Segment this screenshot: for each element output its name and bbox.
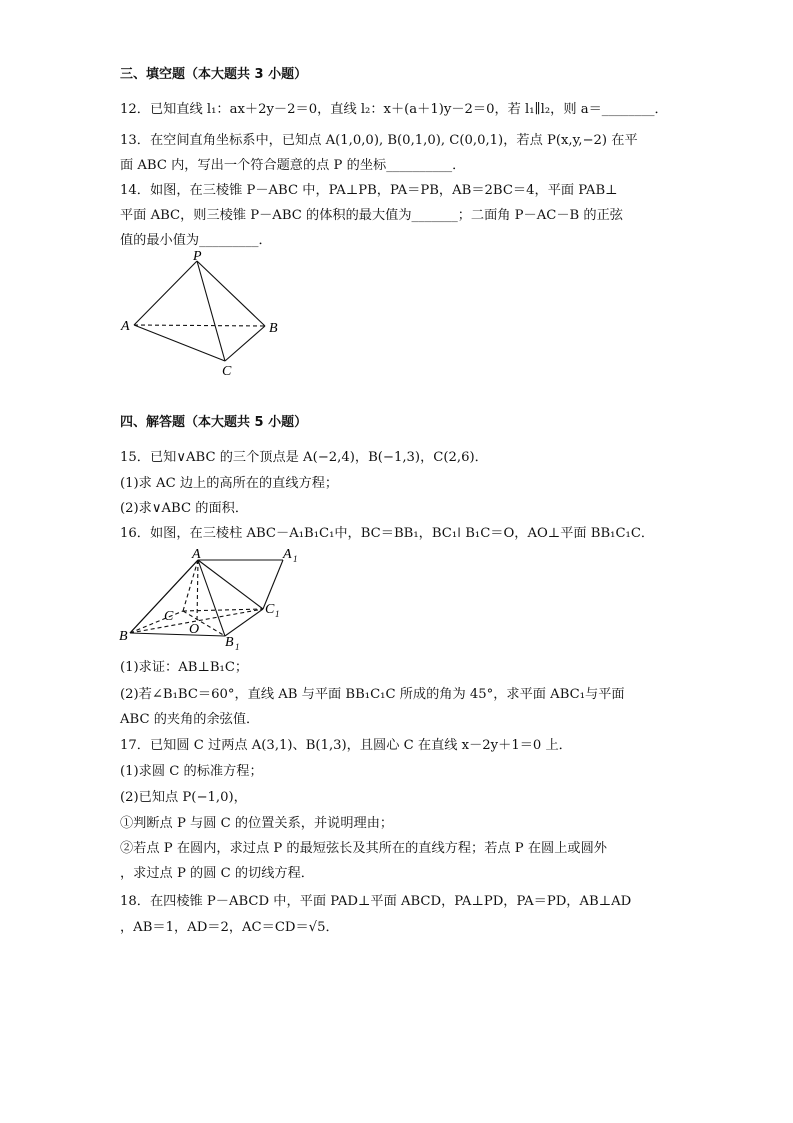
question-17-sub-1: ①判断点 P 与圆 C 的位置关系，并说明理由；	[120, 816, 394, 831]
question-15-part-1: (1)求 AC 边上的高所在的直线方程；	[120, 476, 339, 491]
question-16-line-1: 16．如图，在三棱柱 ABC－A₁B₁C₁中，BC＝BB₁，BC₁ǀ B₁C＝O，AO⊥平面 BB₁C₁C．	[120, 526, 655, 541]
label-b1-sub: 1	[235, 642, 240, 652]
section-3-title: 三、填空题（本大题共 3 小题）	[120, 67, 308, 82]
label-o: O	[189, 622, 200, 637]
label-c1: C	[265, 602, 275, 617]
question-18-line-1: 18．在四棱锥 P－ABCD 中，平面 PAD⊥平面 ABCD，PA⊥PD，PA＝PD，AB⊥AD	[120, 894, 632, 909]
question-15-part-2: (2)求∨ABC 的面积．	[120, 501, 249, 516]
question-13-line-2: 面 ABC 内，写出一个符合题意的点 P 的坐标__________．	[120, 158, 466, 173]
pyramid-figure	[115, 250, 295, 380]
question-14-line-3: 值的最小值为_________．	[120, 233, 272, 248]
label-c: C	[222, 364, 232, 379]
label-a: A	[121, 319, 130, 334]
label-b1: B	[225, 635, 234, 650]
question-16-part-1: (1)求证：AB⊥B₁C；	[120, 660, 249, 675]
question-17-part-1: (1)求圆 C 的标准方程；	[120, 764, 263, 779]
question-12: 12．已知直线 l₁：ax＋2y－2＝0，直线 l₂：x＋(a＋1)y－2＝0，若 l₁∥l₂，则 a＝________．	[120, 102, 668, 117]
question-18-line-2: ，AB＝1，AD＝2，AC＝CD＝√5．	[120, 920, 339, 935]
prism-figure	[115, 545, 315, 655]
question-17-line-1: 17．已知圆 C 过两点 A(3,1)、B(1,3)，且圆心 C 在直线 x－2y＋1＝0 上．	[120, 738, 572, 753]
question-17-sub-2b: ，求过点 P 的圆 C 的切线方程．	[120, 866, 314, 881]
question-16-part-2a: (2)若∠B₁BC＝60°，直线 AB 与平面 BB₁C₁C 所成的角为 45°，求平面 ABC₁与平面	[120, 687, 625, 702]
question-17-part-2: (2)已知点 P(−1,0)，	[120, 790, 247, 805]
label-c1-sub: 1	[275, 609, 280, 619]
question-17-sub-2a: ②若点 P 在圆内，求过点 P 的最短弦长及其所在的直线方程；若点 P 在圆上或圆外	[120, 841, 607, 856]
label-p: P	[193, 250, 202, 264]
question-14-line-2: 平面 ABC，则三棱锥 P－ABC 的体积的最大值为_______；二面角 P－AC－B 的正弦	[120, 208, 623, 223]
label-b: B	[269, 321, 278, 336]
label-a: A	[192, 547, 201, 562]
label-a1: A	[283, 547, 292, 562]
label-a1-sub: 1	[293, 554, 298, 564]
question-13-line-1: 13．在空间直角坐标系中，已知点 A(1,0,0), B(0,1,0), C(0,0,1)，若点 P(x,y,−2) 在平	[120, 133, 638, 148]
question-14-line-1: 14．如图，在三棱锥 P－ABC 中，PA⊥PB，PA＝PB，AB＝2BC＝4，平面 PAB⊥	[120, 183, 618, 198]
section-4-title: 四、解答题（本大题共 5 小题）	[120, 415, 308, 430]
label-c: C	[164, 609, 174, 624]
label-b: B	[119, 629, 128, 644]
question-16-part-2b: ABC 的夹角的余弦值．	[120, 712, 260, 727]
question-15-line-1: 15．已知∨ABC 的三个顶点是 A(−2,4)，B(−1,3)，C(2,6)．	[120, 450, 488, 465]
